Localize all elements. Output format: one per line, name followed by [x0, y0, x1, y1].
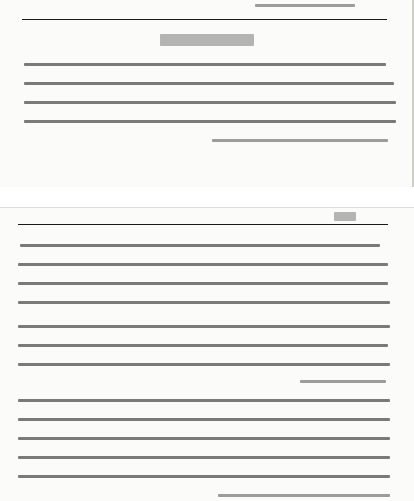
body-text-line [20, 244, 380, 247]
body-text-line [18, 301, 390, 304]
body-text-line [24, 63, 386, 66]
body-text-line [18, 325, 390, 328]
top-page [0, 0, 414, 188]
body-text-line [24, 82, 394, 85]
body-text-line [18, 263, 388, 266]
body-text-line [18, 437, 390, 440]
body-text-line [18, 344, 388, 347]
body-text-line [24, 101, 396, 104]
section-heading [160, 34, 254, 46]
body-text-line [18, 475, 390, 478]
page-gap [0, 187, 414, 207]
page-number [334, 212, 356, 221]
body-text-line [218, 494, 390, 497]
body-text-line [300, 380, 386, 383]
body-text-line [18, 363, 390, 366]
body-text-line [24, 120, 396, 123]
bottom-page [0, 207, 414, 501]
top-cropped-text-line [255, 4, 355, 7]
body-text-line [18, 418, 390, 421]
section-heading-glyphs [160, 34, 254, 46]
body-text-line [18, 456, 390, 459]
top-divider-rule [22, 19, 387, 20]
body-text-line [18, 399, 390, 402]
page-number-glyphs [334, 212, 356, 221]
body-text-line [18, 282, 388, 285]
page-header-rule [18, 224, 388, 225]
body-text-line [212, 139, 388, 142]
